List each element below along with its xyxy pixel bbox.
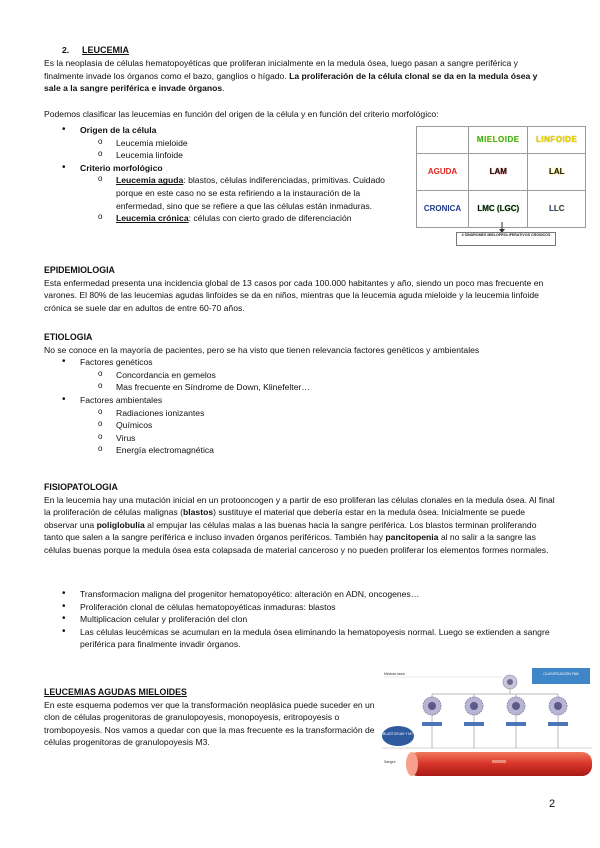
physiopathology-bullets [44,588,556,651]
list-item: o Concordancia en gemelos [44,369,556,382]
intro-end: . [222,83,225,94]
diagram-fab-label: CLASIFICACIÓN FAB [543,672,579,676]
table-corner [417,127,469,154]
epidemiology-section [44,264,556,314]
section-title: LEUCEMIA [82,45,129,55]
acute-label: Leucemia aguda [116,175,184,186]
table-header-linfoide: LINFOIDE [528,127,586,154]
intro-bold: La proliferación de la célula clonal se da en la medula ósea y sale a la sangre periférica e invade órganos [44,70,538,94]
acute-text: : blastos, células indiferenciadas, primitivas. Cuidado porque en este caso no se esta refiriendo a la instauración de la enfermedad, sino que se refiere a que las células están inmaduras. [116,175,385,211]
epidemiology-text: Esta enfermedad presenta una incidencia global de 13 casos por cada 100.000 habitantes y año, siendo un poco mas frecuente en varones. El 80% de las leucemias agudas linfoides se da en niños, mientras que la leucemia aguda mieloide y la leucemia linfoide crónica se suele dar en adultos de entre 60-70 años. [44,277,544,313]
chronic-label: Leucemia crónica [116,213,189,224]
origin-label: Origen de la célula [80,125,157,135]
list-item: • Las células leucémicas se acumulan en la medula ósea eliminando la hematopoyesis normal. Luego se extienden a sangre periférica para finalmente invadir órganos. [44,626,550,651]
etiology-text: No se conoce en la mayoría de pacientes, pero se ha visto que tienen relevancia factores genéticos y ambientales [44,344,480,355]
physio-bold-blastos: blastos [183,507,214,518]
criterion-label: Criterio morfológico [80,162,163,173]
list-item: o Químicos [44,419,556,432]
table-cell-lmc: LMC (LGC) [469,191,528,228]
classification-table [416,126,586,228]
list-item: o Mas frecuente en Síndrome de Down, Klinefelter… [44,381,556,394]
list-item: o Leucemia linfoide [44,149,404,162]
physio-text-3: al empujar las células malas a las buenas hacia la sangre periférica. Los blastos terminan proliferando tanto que salen a la sangre periférica e incluso invaden órganos periféricos. También hay [44,519,537,543]
blood-vessel [408,752,592,776]
aml-diagram [382,668,592,780]
list-item: o Radiaciones ionizantes [44,407,556,420]
etiology-heading: ETIOLOGIA [44,332,93,342]
genetic-factors-label: • Factores genéticos [44,356,556,369]
aml-section [44,686,380,749]
page-number: 2 [549,798,556,810]
etiology-section [44,331,556,457]
physiopathology-heading: FISIOPATOLOGIA [44,482,118,492]
intro-text: Es la neoplasia de células hematopoyéticas que proliferan inicialmente en la medula ósea, luego pasan a sangre periférica y finalmente invade los órganos como el bazo, ganglios o hígado. [44,58,518,81]
physio-bold-pancitopenia: pancitopenia [385,532,439,543]
aml-text: En este esquema podemos ver que la transformación neoplásica puede suceder en un clon de células progenitoras de granulopoyesis, monopoyesis, eritropoyesis o trombopoyesis. Nos vamos a quedar con que la mas frecuente es la transformación de células progenitoras de granulopoyesis M3. [44,699,375,748]
physio-text-4: al no salir a la sangre las células buenas porque la medula ósea esta colapsada de material canceroso y no pueden proliferar los elementos formes normales. [44,532,549,555]
diagram-blood-label: Sangre [384,760,396,764]
section-number: 2. [62,45,70,55]
physiopathology-section [44,481,556,557]
list-item: o Virus [44,432,556,445]
diagram-blasts-label: BLASTOS M0 Y M7 [383,732,413,736]
intro-paragraph [44,57,556,95]
list-item: • Transformacion maligna del progenitor hematopoyético: alteración en ADN, oncogenes… [44,588,556,601]
table-row-aguda: AGUDA [417,154,469,191]
aml-heading: LEUCEMIAS AGUDAS MIELOIDES [44,687,187,697]
stem-cell-icon [503,675,517,689]
physio-bold-poliglobulia: poliglobulia [96,519,145,530]
table-note: 4 SÍNDROMES MIELOPROLIFERATIVOS CRÓNICOS [456,232,556,246]
physio-text-1: En la leucemia hay una mutación inicial en un protooncogen y a partir de eso proliferan las células clonales en la medula ósea. Al final la proliferación de células malignas ( [44,494,555,518]
table-header-mieloide: MIELOIDE [469,127,528,154]
env-factors-label: • Factores ambientales [44,394,556,407]
table-cell-lal: LAL [528,154,586,191]
physio-text-2: ) sustituye el material que debería estar en la medula ósea. Inicialmente se puede observar una [44,507,526,530]
epidemiology-heading: EPIDEMIOLOGIA [44,265,115,275]
chronic-text: : células con cierto grado de diferenciación [188,213,352,224]
table-row-cronica: CRONICA [417,191,469,228]
list-item: • Proliferación clonal de células hematopoyéticas inmaduras: blastos [44,601,556,614]
list-item: o Energía electromagnética [44,444,556,457]
table-cell-llc: LLC [528,191,586,228]
diagram-marrow-label: Médula ósea [384,672,405,676]
classification-list [44,124,404,225]
classification-intro-text: Podemos clasificar las leucemias en función del origen de la célula y en función del criterio morfológico: [44,109,439,119]
table-cell-lam: LAM [469,154,528,191]
classification-intro [44,108,556,121]
list-item: • Multiplicacion celular y proliferación del clon [44,613,556,626]
list-item: o Leucemia mieloide [44,137,404,150]
physiopathology-paragraph [44,494,556,557]
section-heading [44,44,556,57]
